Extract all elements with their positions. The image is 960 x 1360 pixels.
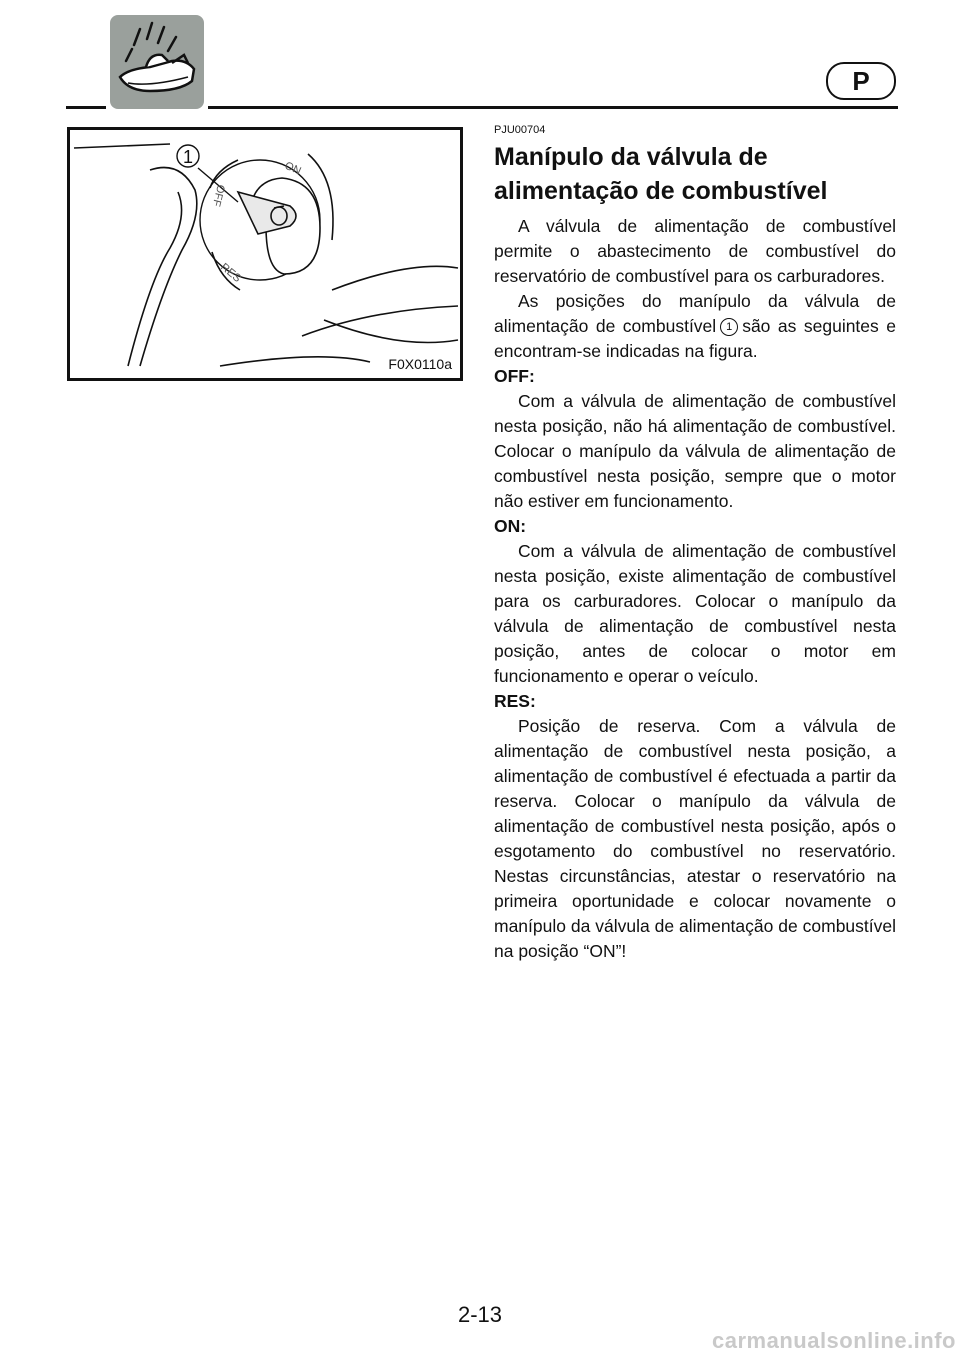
language-badge: P [826, 62, 896, 100]
position-text-on: Com a válvula de alimentação de combustível nesta posição, existe alimentação de combustível para os carburadores. Colocar o manípulo da válvula de alimentação de combustível nesta posição, antes de colocar o motor em funcionamento e operar o veículo. [494, 541, 896, 686]
position-text-res: Posição de reserva. Com a válvula de alimentação de combustível nesta posição, a alimentação de combustível é efectuada a partir da reserva. Colocar o manípulo da válvula de alimentação de combustível nesta posição, após o esgotamento do combustível no reservatório. Nestas circunstâncias, atestar o reservatório na primeira oportunidade e colocar novamente o manípulo da válvula de alimentação de combustível na posição “ON”! [494, 716, 896, 961]
position-term-off: OFF: [494, 366, 535, 386]
fuel-cock-illustration [70, 130, 460, 378]
position-text-off: Com a válvula de alimentação de combustível nesta posição, não há alimentação de combustível. Colocar o manípulo da válvula de alimentação de combustível nesta posição, sempre que o motor não estiver em funcionamento. [494, 391, 896, 511]
position-term-on: ON: [494, 516, 527, 536]
header-rule-right [208, 106, 898, 109]
intro-text-before: As posições do manípulo da válvula de alimentação de combustível [494, 291, 896, 336]
section-id: PJU00704 [494, 124, 546, 136]
figure-callout: 1 [182, 147, 194, 167]
callout-reference: 1 [720, 318, 738, 336]
figure-label-res: RES [218, 261, 244, 285]
figure-label-on: ON [282, 159, 303, 178]
figure-code: F0X0110a [388, 356, 452, 372]
figure-label-off: OFF [209, 183, 227, 208]
position-term-res: RES: [494, 691, 536, 711]
watermark: carmanualsonline.info [712, 1328, 956, 1353]
intro-paragraph-1: A válvula de alimentação de combustível permite o abastecimento de combustível do reservatório de combustível para os carburadores. [494, 216, 896, 286]
page-number: 2-13 [457, 1302, 503, 1327]
fuel-cock-figure [67, 127, 463, 381]
section-title: Manípulo da válvula de alimentação de combustível [494, 143, 828, 205]
header-rule-left [66, 106, 106, 109]
intro-paragraph-2 [494, 289, 896, 364]
intro-text-after: são as seguintes e encontram-se indicadas na figura. [494, 316, 897, 361]
section-content [494, 124, 896, 964]
jet-ski-icon [110, 15, 204, 109]
